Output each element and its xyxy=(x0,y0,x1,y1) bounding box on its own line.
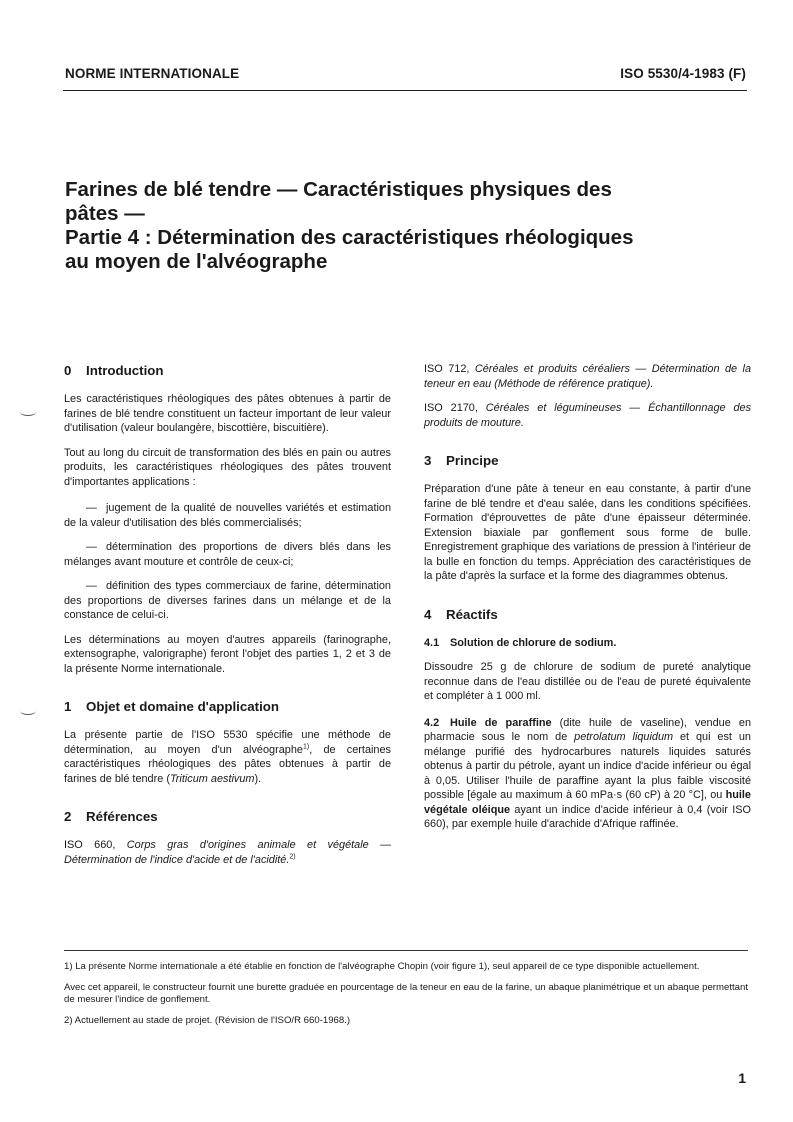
footnotes xyxy=(64,961,748,1035)
principle-paragraph: Préparation d'une pâte à teneur en eau constante, à partir d'une farine de blé tendre et d'eau salée, dans les conditions spécifiées. Formation d'éprouvettes de pâte d'une épaisseur déterminée. Extension biaxiale par gonflement sous forme de bulle. Enregistrement graphique des variations de pression à l'intérieur de la bulle en fonction du temps. Appréciation des caractéristiques de la pâte d'après la surface et la forme des diagrammes obtenus. xyxy=(424,483,751,582)
section-heading-principle: 3 Principe xyxy=(424,453,499,468)
section-heading-references: 2 Références xyxy=(64,809,158,824)
title-line-3: Partie 4 : Détermination des caractéristiques rhéologiques xyxy=(65,226,634,249)
footnote-ref-2[interactable]: 2) xyxy=(289,852,296,860)
subsection-heading-4-1: 4.1 Solution de chlorure de sodium. xyxy=(424,636,617,649)
left-column xyxy=(64,362,391,877)
footnote-rule xyxy=(64,950,748,951)
header-standard-number: ISO 5530/4-1983 (F) xyxy=(620,66,746,81)
footnote-2: 2) Actuellement au stade de projet. (Révision de l'ISO/R 660-1968.) xyxy=(64,1014,351,1026)
margin-mark xyxy=(20,707,36,715)
reference-iso-660: ISO 660, Corps gras d'origines animale et végétale — Détermination de l'indice d'acide et de l'acidité.$^{2)}$ xyxy=(64,839,392,866)
intro-bullet-2: — détermination des proportions de divers blés dans les mélanges avant mouture et contrôle de ceux-ci; xyxy=(64,541,391,568)
header-standard-type: NORME INTERNATIONALE xyxy=(65,66,240,81)
right-column xyxy=(424,362,751,842)
reference-iso-2170: ISO 2170, Céréales et légumineuses — Échantillonnage des produits de mouture. xyxy=(424,402,752,429)
intro-paragraph-1: Les caractéristiques rhéologiques des pâtes obtenues à partir de farines de blé tendre constituent un facteur important de leur valeur d'utilisation (valeur boulangère, biscottière, biscuitière). xyxy=(64,393,391,434)
title-line-4: au moyen de l'alvéographe xyxy=(65,250,328,273)
document-title xyxy=(65,178,755,274)
section-heading-reagents: 4 Réactifs xyxy=(424,606,498,622)
intro-paragraph-3: Les déterminations au moyen d'autres appareils (farinographe, extensographe, valorigraphe) feront l'objet des parties 1, 2 et 3 de la présente Norme internationale. xyxy=(64,633,391,675)
title-line-2: pâtes — xyxy=(65,202,145,225)
section-heading-scope: 1 Objet et domaine d'application xyxy=(64,699,280,714)
title-line-1: Farines de blé tendre — Caractéristiques physiques des xyxy=(65,178,612,201)
reagent-4-1-paragraph: Dissoudre 25 g de chlorure de sodium de pureté analytique reconnue dans de l'eau distillée ou de l'eau de pureté équivalente et compléter à 1 000 ml. xyxy=(424,661,751,702)
scope-paragraph: La présente partie de l'ISO 5530 spécifie une méthode de détermination, au moyen d'un alvéographe$^{1)}$, de certaines caractéristiques rhéologiques des pâtes obtenues à partir de farines de blé tendre (Triticum aestivum). xyxy=(64,729,391,785)
intro-paragraph-2: Tout au long du circuit de transformation des blés en pain ou autres produits, les caractéristiques rhéologiques des pâtes trouvent d'importantes applications : xyxy=(64,446,391,488)
intro-bullet-3: — définition des types commerciaux de farine, détermination des proportions de diverses farines dans un mélange et de la constance de celui-ci. xyxy=(64,580,391,621)
header-rule xyxy=(63,90,747,91)
margin-mark xyxy=(20,408,36,416)
page-number: 1 xyxy=(738,1070,746,1086)
footnote-ref-1[interactable]: 1) xyxy=(302,742,310,750)
section-heading-introduction: 0 Introduction xyxy=(64,363,164,378)
reagent-4-2-paragraph: 4.2 Huile de paraffine (dite huile de vaseline), vendue en pharmacie sous le nom de petrolatum liquidum et qui est un mélange purifié des hydrocarbures naturels liquides saturés obtenus à partir du pétrole, ayant un indice d'acide inférieur ou égal à 0,05. Utiliser l'huile de paraffine ayant la plus faible viscosité possible [égale au maximum à 60 mPa·s (60 cP) à 20 °C], ou huile végétale oléique ayant un indice d'acide inférieur à 0,4 (voir ISO 660), par exemple huile d'arachide d'Afrique raffinée. xyxy=(424,716,751,830)
footnote-1-continued: Avec cet appareil, le constructeur fournit une burette graduée en pourcentage de la teneur en eau de la farine, un abaque planimétrique et un abaque permettant de mesurer l'indice de gonflement. xyxy=(64,981,748,1005)
footnote-1: 1) La présente Norme internationale a été établie en fonction de l'alvéographe Chopin (voir figure 1), seul appareil de ce type disponible actuellement. xyxy=(64,961,700,972)
reference-iso-712: ISO 712, Céréales et produits céréaliers — Détermination de la teneur en eau (Méthode de référence pratique). xyxy=(424,363,752,390)
intro-bullet-1: — jugement de la qualité de nouvelles variétés et estimation de la valeur d'utilisation des blés commercialisés; xyxy=(64,502,391,529)
